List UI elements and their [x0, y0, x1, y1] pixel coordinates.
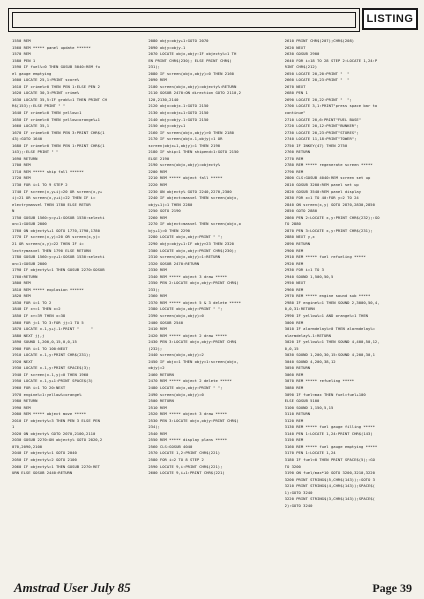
code-line: 2750 IF INKEY(47) THEN 2750 — [284, 142, 348, 148]
code-line: 2720 LOCATE 20,12:PRINT"BUNKER"; — [284, 123, 359, 129]
code-line: 2830 FOR x=1 TO 40:FOR y=2 TO 24 — [284, 195, 359, 201]
code-line: 2790 REM — [284, 168, 304, 174]
code-line: 1860 FOR j=1 TO 3:FOR jj=1 TO 5 — [12, 319, 84, 325]
code-line: 1820 REM — [12, 293, 31, 299]
code-line: 2290 objy=objy+1:IF objy>23 THEN 2320 — [148, 240, 234, 246]
code-line: ELSE 2190 — [148, 155, 170, 161]
code-line: 1610 IF crime%>0 THEN PEN 1:ELSE PEN 2 — [12, 83, 100, 89]
code-line: 2470 REM ***** object 2 delete ***** — [148, 378, 232, 384]
code-line: 2080 objy=objy+1:GOTO 2070 — [148, 38, 209, 43]
code-line: 3030 SOUND 1,200,30,15:SOUND 4,200,30,1 — [284, 352, 375, 358]
code-line: 2880 NEXT y,x — [284, 234, 315, 240]
code-line: 1600 LOCATE 25,1:PRINT score% — [12, 77, 80, 83]
code-line: 2220 REM — [148, 182, 167, 188]
code-line: 234); — [148, 424, 160, 430]
code-line: 2260 REM — [148, 214, 167, 220]
code-line: 1840 IF x<=1 THEN x=2 — [12, 306, 61, 312]
code-line: 2650 LOCATE 20,20:PRINT " " — [284, 70, 350, 76]
code-line: 1830 FOR i=1 TO 2 — [12, 299, 52, 305]
code-line: 3040 SOUND 4,200,38,12 — [284, 358, 336, 364]
code-line: i)=21 OR screen(x,y+i)=22 THEN IF i= — [12, 195, 96, 201]
code-line: 2990 IF yellow%=1 AND orange%=1 THEN — [284, 312, 368, 318]
page-footer — [14, 580, 412, 596]
listing-column-2 — [148, 38, 279, 579]
code-line: 2510 REM — [148, 404, 167, 410]
code-line: 2420 REM ***** object 2 draw ***** — [148, 332, 228, 338]
code-line: 2700 LOCATE 3,1:PRINT"press space bar to — [284, 103, 378, 109]
code-line: 2330 REM — [148, 267, 167, 273]
code-line: 0,0,15 — [284, 345, 299, 351]
code-line: 1950 LOCATE x-1,y+1:PRINT SPACE$(3) — [12, 378, 93, 384]
code-line: 1640 IF crime%=0 THEN yellow=1 — [12, 110, 82, 116]
code-line: 1760 ON objecty%+1 GOTO 1770,1790,1780 — [12, 227, 100, 233]
code-line: 2310 screen(objx,objy)=1:RETURN — [148, 254, 221, 260]
code-line: 3150 REM — [284, 437, 304, 443]
code-line: 2860 PEN 2:LOCATE x,y:PRINT CHR$(232);:GO — [284, 214, 380, 220]
code-line: 2740 LOCATE 11,18:PRINT"TOWER"; — [284, 136, 357, 142]
code-line: 2120 objx=objx-1:GOTO 2150 — [148, 103, 209, 109]
code-line: 2170 IF screen(objx-1,objy)=1 OR — [148, 136, 223, 142]
code-line: 2140 objy=objy-1:GOTO 2150 — [148, 116, 209, 122]
code-line: 233); — [148, 286, 160, 292]
code-line: 2460 RETURN — [148, 371, 174, 377]
code-line: 2670 NEXT — [284, 83, 306, 89]
code-line: 2360 REM — [148, 293, 167, 299]
code-line: 2900 REM — [284, 247, 304, 253]
code-line: N — [12, 208, 15, 214]
code-line: 2200 REM — [148, 168, 167, 174]
code-line: 2400 GOSUB 2540 — [148, 319, 184, 325]
code-line: 1670 IF crime%<0 THEN PEN 3:PRINT CHR$(1 — [12, 129, 105, 135]
code-line: 3080 REM — [284, 384, 304, 390]
code-line: 2090 REM — [148, 77, 167, 83]
code-line: 1690 RETURN — [12, 155, 38, 161]
code-line: 3010 IF alarmdelay%>0 THEN alarmdelay%= — [284, 326, 375, 332]
section-badge: LISTING — [362, 8, 418, 30]
program-listing — [12, 38, 416, 579]
code-line: 43):GOTO 1640 — [12, 136, 43, 142]
code-line: 1770 IF screen(x,y)=20 OR screen(x,y)= — [12, 234, 100, 240]
code-line: 2610 PRINT CHR$(207);CHR$(208) — [284, 38, 355, 43]
code-line: 2250 GOTO 2190 — [148, 208, 181, 214]
code-line: 1870 LOCATE x-1,y+j-1:PRINT " " — [12, 326, 93, 332]
code-line: 2840 ON screen(x,y) GOTO 2870,2830,2850 — [284, 201, 375, 207]
code-line: 2550 REM ***** display plans ***** — [148, 437, 228, 443]
code-line: 1560 REM ***** panel update ****** — [12, 44, 91, 50]
code-line: 2130 objx=objx+1:GOTO 2150 — [148, 110, 209, 116]
listing-column-3 — [285, 38, 416, 579]
code-line: 1550 REM — [12, 38, 31, 43]
code-line: 2010 IF objecty%=3 THEN PEN 3 ELSE PEN — [12, 417, 100, 423]
code-line: 3140 PEN 1:LOCATE 1,24:PRINT CHR$(143) — [284, 430, 373, 436]
code-line: 1790 IF objecty%=1 THEN GOSUB 2270:GOSUB — [12, 267, 105, 273]
code-line: on=1:GOSUB 2000 — [12, 221, 47, 227]
code-line: electrymasvel THEN 1780 ELSE RETUR — [12, 201, 91, 207]
code-line: 1780 GOSUB 1560:y=y+1:GOSUB 1530:selecti — [12, 254, 105, 260]
code-line: 3110 RETURN — [284, 411, 311, 417]
code-line: 1900 FOR i=1 TO 100:NEXT — [12, 345, 68, 351]
code-line: 2690 LOCATE 20,22:PRINT " "; — [284, 96, 352, 102]
code-line: 1850 IF x>=39 THEN x=38 — [12, 312, 66, 318]
code-line: 2680 PEN 1 — [284, 90, 308, 96]
code-line: R$(153);:ELSE PRINT " " — [12, 103, 66, 109]
code-line: 2380 LOCATE objx,objy:PRINT " "; — [148, 306, 223, 312]
code-line: 3020 IF yellow%=1 THEN SOUND 4,400,50,12, — [284, 339, 380, 345]
code-line: 2):GOTO 3240 — [284, 502, 313, 508]
code-line: 1970 engine%=1:yellow%=orange% — [12, 391, 82, 397]
code-line: 3170 PEN 1:LOCATE 1,24 — [284, 450, 336, 456]
code-line: 2440 screen(objx,objy)=2 — [148, 352, 204, 358]
code-line: 2920 REM — [284, 260, 304, 266]
code-line: 2320 GOSUB 2470:RETURN — [148, 260, 200, 266]
code-line: 1650 IF crime%<0 THEN yellow=orange%+1 — [12, 116, 100, 122]
code-line: 2280 LOCATE objx,objy:PRINT " "; — [148, 234, 223, 240]
code-line: 2640 FOR i=18 TO 28 STEP 2:LOCATE 1,24:P — [284, 57, 378, 63]
code-line: 3200 PRINT STRING$(5,CHR$(143));:GOTO 3 — [284, 476, 375, 482]
code-line: 2520 REM ***** object 3 draw ***** — [148, 411, 228, 417]
code-line: 1660 LOCATE 35,1 — [12, 123, 50, 129]
code-line: 1590 IF fuel%=0 THEN GOSUB 5040:REM fu — [12, 64, 100, 70]
code-line: 2530 PEN 3:LOCATE objx,objy:PRINT CHR$( — [148, 417, 239, 423]
code-line: 3160 REM ***** fuel gauge emptying ***** — [284, 443, 378, 449]
code-line: 2730 LOCATE 20,23:PRINT"STORES"; — [284, 129, 359, 135]
code-line: 2620 NEXT — [284, 44, 306, 50]
code-line: 2410 REM — [148, 326, 167, 332]
code-line: 1740 IF screen(x,y+i)=20 OR screen(x,y+ — [12, 188, 103, 194]
code-line: 3210 PRINT STRING$(4,CHR$(143));SPACE$( — [284, 483, 375, 489]
code-line: 1570 REM — [12, 51, 31, 57]
code-line: 120,2130,2140 — [148, 96, 179, 102]
code-line: 1930 LOCATE x-1,y:PRINT SPACE$(3); — [12, 365, 91, 371]
code-line: lectrymasvel THEN 1790 ELSE RETURN — [12, 247, 91, 253]
code-line: 2660 LOCATE 20,23:PRINT " " — [284, 77, 350, 83]
code-line: 2490 screen(objx,objy)=0 — [148, 391, 204, 397]
code-line: TO 2880 — [284, 221, 301, 227]
code-line: 2340 REM ***** object 3 draw ***** — [148, 273, 228, 279]
code-line: bjy+1)=0 THEN 2290 — [148, 227, 190, 233]
code-line: 2240 IF object=masvel THEN screen(objx, — [148, 195, 239, 201]
code-line: 1940 IF screen(x-1,y)=0 THEN 1960 — [12, 371, 89, 377]
code-line: 2160 IF screen(objx,objy)>0 THEN 2180 — [148, 129, 234, 135]
code-line: 3180 IF fuel<0 THEN PRINT SPACE$(5);:GO — [284, 457, 375, 462]
code-line: RINT CHR$(212) — [284, 64, 318, 70]
code-line: 070,2090,2100 — [12, 443, 43, 449]
code-line: 2000 REM ***** object move ***** — [12, 411, 87, 417]
code-line: 2950 NEXT — [284, 280, 306, 286]
code-line: 3000 REM — [284, 319, 304, 325]
code-line: 2230 ON objecty% GOTO 2240,2270,2300 — [148, 188, 232, 194]
code-line: 3090 IF fuel<max THEN fuel=fuel+100 — [284, 391, 366, 397]
code-line: 1 — [12, 424, 15, 430]
code-line: 2980 IF engine%=1 THEN SOUND 2,3000,50,4, — [284, 299, 380, 305]
code-line: 2210 REM ***** object fall ***** — [148, 175, 223, 181]
code-line: objy)=2 — [148, 365, 165, 371]
code-line: TO 3200 — [284, 463, 301, 469]
code-line: 2080 IF screen(objx,objy)=0 THEN 2160 — [148, 70, 234, 76]
code-line: 231); — [148, 64, 160, 70]
code-line: 1910 LOCATE x-1,y:PRINT CHR$(231); — [12, 352, 91, 358]
code-line: 1700 REM — [12, 162, 31, 168]
code-line: 3060 REM — [284, 371, 304, 377]
code-line: 2600 LOCATE 9,i+1:PRINT CHR$(221) — [148, 470, 225, 476]
code-line: el gauge emptying — [12, 70, 52, 76]
code-line: 3190 ON fuel/max*10 GOTO 3200,3210,3220 — [284, 470, 375, 476]
code-line: 2100 screen(objx,objy)=objecty%:RETURN — [148, 83, 237, 89]
code-line: 1760:RETURN — [12, 273, 38, 279]
code-line: objy+1)=1 THEN 2280 — [148, 201, 193, 207]
code-line: 2090 objy=objy-1 — [148, 44, 186, 50]
code-line: 2820 GOSUB 3540:REM panel display — [284, 188, 362, 194]
code-line: 2190 screen(objx,objy)=objecty% — [148, 162, 221, 168]
code-line: screen(objx+1,objy)=1 THEN 2190 — [148, 142, 221, 148]
page-number: Page 39 — [372, 580, 412, 595]
code-line: 3220 PRINT STRING$(3,CHR$(143));SPACE$( — [284, 496, 375, 502]
code-line: 2770 REM — [284, 155, 304, 161]
code-line: 2870 PEN 3:LOCATE x,y:PRINT CHR$(231); — [284, 227, 373, 233]
code-line: 2500 RETURN — [148, 398, 174, 404]
code-line: 2040 IF objecty%=1 GOTO 2040 — [12, 450, 77, 456]
code-line: 2630 GOSUB 2900 — [284, 51, 320, 57]
publication-name: Amstrad User July 85 — [14, 580, 131, 595]
code-line: alarmdelay%-1:RETURN — [284, 332, 331, 338]
code-line: URN ELSE GOSUB 2440:RETURN — [12, 470, 73, 476]
code-line: 2570 LOCATE 1,2:PRINT CHR$(221) — [148, 450, 221, 456]
code-line: (232); — [148, 345, 163, 351]
code-line: 2560 CLS:GOSUB 4040 — [148, 443, 193, 449]
code-line: 2930 FOR i=1 TO 3 — [284, 267, 324, 273]
code-line: 2760 RETURN — [284, 149, 311, 155]
code-line: 2030 GOSUB 2270:ON objecty% GOTO 2020,2 — [12, 437, 103, 443]
code-line: 1800 REM — [12, 280, 31, 286]
code-line: 2110 GOSUB 2470:ON direction GOTO 2110,2 — [148, 90, 241, 96]
code-line: 1960 FOR i=1 TO 20:NEXT — [12, 384, 66, 390]
code-line: 1710 REM ***** ship fall ****** — [12, 168, 84, 174]
code-line: 1):GOTO 3240 — [284, 489, 313, 495]
code-line: 1890 SOUND 1,200,0,15,0,0,15 — [12, 339, 77, 345]
code-line: 2450 IF objx=1 THEN objy=1:screen(objx, — [148, 358, 239, 364]
code-line: 1680 IF crime%>0 THEN PEN 1:PRINT CHR$(1 — [12, 142, 105, 148]
code-line: 2060 IF objecty%=1 THEN GOSUB 2270:RET — [12, 463, 100, 469]
code-line: 21 OR screen(x,y)=22 THEN IF i= — [12, 240, 84, 246]
code-line: 1880 NEXT jj,j — [12, 332, 45, 338]
header-rule — [8, 8, 360, 32]
code-line: 2800 CLS:GOSUB 4040:REM screen set up — [284, 175, 371, 181]
code-line: 1990 REM — [12, 404, 31, 410]
code-line: 2850 GOTO 2880 — [284, 208, 318, 214]
code-line: 2580 FOR i=2 TO 8 STEP 2 — [148, 457, 204, 462]
code-line: 1630 LOCATE 35,5:IF grab%=1 THEN PRINT CH — [12, 96, 107, 102]
listing-column-1 — [12, 38, 143, 579]
code-line: 1810 REM ***** explosion ****** — [12, 286, 84, 292]
code-line: 2970 REM ***** engine sound sub ***** — [284, 293, 371, 299]
code-line: 3120 REM — [284, 417, 304, 423]
code-line: 1920 NEXT — [12, 358, 33, 364]
code-line: ELSE GOSUB 5100 — [284, 398, 320, 404]
code-line: 1980 RETURN — [12, 398, 38, 404]
code-line: 2300 LOCATE objx,objy:PRINT CHR$(230); — [148, 247, 237, 253]
code-line: 3050 RETURN — [284, 365, 311, 371]
code-line: 2020 ON objecty% GOTO 2070,2100,2110 — [12, 430, 96, 436]
code-line: 3130 REM ***** fuel gauge filling ***** — [284, 424, 375, 430]
code-line: 2890 RETURN — [284, 240, 311, 246]
code-line: 2780 REM ***** regenerate screen ***** — [284, 162, 373, 168]
code-line: 2070 LOCATE objx,objy:IF objecty%=1 TH — [148, 51, 237, 57]
code-line: 1720 REM — [12, 175, 31, 181]
code-line: 143);:ELSE PRINT " " — [12, 149, 59, 155]
code-line: 1620 LOCATE 30,3:PRINT crime% — [12, 90, 80, 96]
code-line: 2050 IF objecty%=2 GOTO 2100 — [12, 457, 77, 462]
code-line: 2960 REM — [284, 286, 304, 292]
code-line: 2350 PEN 2:LOCATE objx,objy:PRINT CHR$( — [148, 280, 239, 286]
code-line: 3100 SOUND 1,150,5,15 — [284, 404, 334, 410]
code-line: 2540 REM — [148, 430, 167, 436]
code-line: 2910 REM ***** fuel refueling ***** — [284, 254, 366, 260]
code-line: 2430 PEN 3:LOCATE objx,objy:PRINT CHR$ — [148, 339, 237, 345]
code-line: 2270 IF object=masvel THEN screen(objx,o — [148, 221, 241, 227]
code-line: 1750 GOSUB 1560:y=y+1:GOSUB 1530:selecti — [12, 214, 105, 220]
code-line: 2810 GOSUB 3200:REM panel set up — [284, 182, 359, 188]
code-line: 2590 LOCATE 9,i:PRINT CHR$(221); — [148, 463, 223, 469]
code-line: EN PRINT CHR$(230); ELSE PRINT CHR$( — [148, 57, 232, 63]
code-line: 1730 FOR i=1 TO 9 STEP 2 — [12, 182, 68, 188]
code-line: on=1:GOSUB 2000 — [12, 260, 47, 266]
code-line: 1580 PEN 1 — [12, 57, 36, 63]
code-line: 0,0,31:RETURN — [284, 306, 315, 312]
code-line: 2150 objy=objy+1 — [148, 123, 186, 129]
code-line: 2710 LOCATE 20,6:PRINT"FUEL BASE" — [284, 116, 362, 122]
code-line: 2480 LOCATE objx,objy:PRINT " "; — [148, 384, 223, 390]
code-line: 3070 REM ***** refueling ***** — [284, 378, 355, 384]
code-line: 2370 REM ***** object 5 & 3 delete ***** — [148, 299, 241, 305]
code-line: continue" — [284, 110, 306, 116]
code-line: 2390 screen(objx,objy)=0 — [148, 312, 204, 318]
code-line: 2940 SOUND 1,500,50,5 — [284, 273, 334, 279]
code-line: 2180 IF ship=1 THEN shipend=1:GOTO 2150 — [148, 149, 239, 155]
